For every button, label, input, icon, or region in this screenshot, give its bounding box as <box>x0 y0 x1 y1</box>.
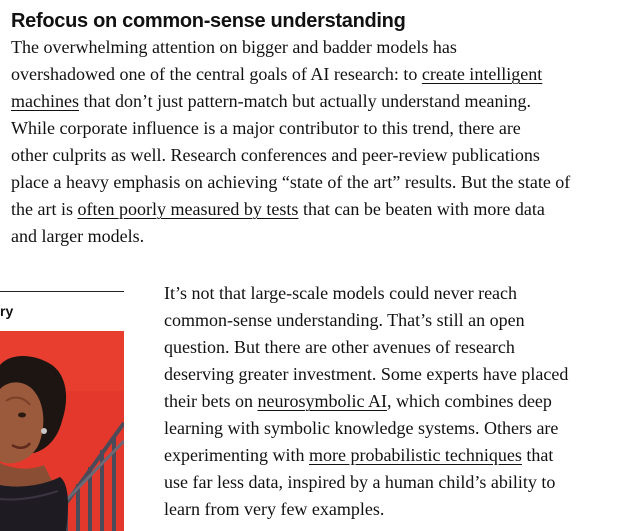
sidebar-divider <box>0 291 124 292</box>
text-segment: that can be beaten with more data <box>298 199 545 219</box>
text-line <box>164 388 568 415</box>
text-line <box>11 88 570 115</box>
text-line <box>11 196 570 223</box>
text-line: learning with symbolic knowledge systems. Others are <box>164 418 559 438</box>
sidebar-photo[interactable] <box>0 331 124 531</box>
neurosymbolic-ai-link[interactable]: neurosymbolic AI <box>257 391 387 411</box>
text-line: While corporate influence is a major contributor to this trend, there are <box>11 118 521 138</box>
text-segment: , which combines deep <box>386 391 552 411</box>
sidebar-label[interactable]: ry <box>0 303 14 319</box>
text-segment: overshadowed one of the central goals of AI research: to <box>11 64 422 84</box>
text-line: and larger models. <box>11 226 145 246</box>
text-segment: that don’t just pattern-match but actually understand meaning. <box>78 91 532 111</box>
poorly-measured-tests-link[interactable]: often poorly measured by tests <box>77 199 299 219</box>
text-segment: experimenting with <box>164 445 309 465</box>
create-intelligent-machines-link[interactable]: create intelligent <box>421 64 543 84</box>
text-line <box>11 61 570 88</box>
probabilistic-techniques-link[interactable]: more probabilistic techniques <box>308 445 522 465</box>
text-line: place a heavy emphasis on achieving “state of the art” results. But the state of <box>11 172 571 192</box>
text-segment: their bets on <box>164 391 258 411</box>
text-line: The overwhelming attention on bigger and badder models has <box>11 37 457 57</box>
text-line: It’s not that large-scale models could never reach <box>164 283 518 303</box>
text-line: use far less data, inspired by a human child’s ability to <box>164 472 556 492</box>
text-line: common-sense understanding. That’s still an open <box>164 310 525 330</box>
text-line: question. But there are other avenues of research <box>164 337 515 357</box>
article-paragraph-1 <box>11 34 570 250</box>
article-paragraph-2 <box>164 280 568 523</box>
section-heading: Refocus on common-sense understanding <box>11 10 406 32</box>
create-intelligent-machines-link-cont[interactable]: machines <box>11 91 79 111</box>
person-photo-image <box>0 331 124 531</box>
text-line <box>164 442 568 469</box>
text-segment: the art is <box>11 199 78 219</box>
text-segment: that <box>521 445 554 465</box>
text-line: deserving greater investment. Some experts have placed <box>164 364 569 384</box>
text-line: learn from very few examples. <box>164 499 385 519</box>
text-line: other culprits as well. Research conferences and peer-review publications <box>11 145 540 165</box>
